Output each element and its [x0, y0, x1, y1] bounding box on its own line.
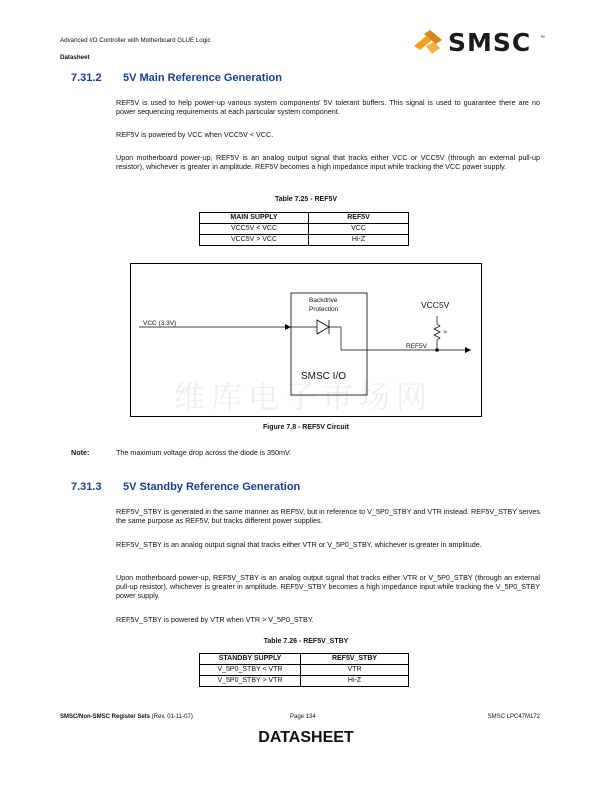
figure-caption: Figure 7.8 - REF5V Circuit	[263, 424, 349, 431]
section-heading-7-31-2	[71, 72, 551, 86]
table-cell: VCC5V > VCC	[200, 235, 309, 246]
paragraph: REF5V is used to help power-up various system components' 5V tolerant buffers. This signal is used to guarantee there are no power sequencing requirements at each particular system component.	[116, 98, 540, 116]
paragraph: REF5V is powered by VCC when VCC5V < VCC.	[116, 130, 274, 139]
table-header-cell: MAIN SUPPLY	[200, 213, 309, 224]
footer-register-sets: SMSC/Non-SMSC Register Sets	[60, 714, 151, 720]
table-cell: VCC5V < VCC	[200, 224, 309, 235]
vcc-input-label: VCC (3.3V)	[143, 320, 177, 327]
table-row	[200, 665, 409, 676]
table-header-row	[200, 213, 409, 224]
table-caption: Table 7.26 - REF5V_STBY	[263, 638, 349, 645]
document-type: Datasheet	[60, 54, 90, 61]
section-number: 7.31.3	[71, 481, 102, 493]
note-text: The maximum voltage drop across the diode is 350mV.	[116, 448, 292, 457]
table-row	[200, 224, 409, 235]
section-heading-7-31-3	[71, 481, 551, 495]
smsc-logo-text: SMSC	[448, 28, 532, 57]
ref5v-circuit-diagram	[130, 263, 482, 417]
footer-section-name	[60, 714, 193, 720]
table-cell: Hi-Z	[309, 235, 409, 246]
section-title: 5V Main Reference Generation	[123, 72, 282, 84]
table-cell: V_5P0_STBY < VTR	[200, 665, 301, 676]
paragraph: Upon motherboard power-up, REF5V is an analog output signal that tracks either VCC or VCC5V (through an external pull-up resistor), whichever is greater in amplitude. REF5V becomes a high impedance input while tracking the VCC power supply.	[116, 153, 540, 171]
protection-label: Protection	[309, 306, 339, 313]
section-title: 5V Standby Reference Generation	[123, 481, 301, 493]
ref5v-table	[199, 212, 409, 246]
backdrive-label: Backdrive	[309, 297, 338, 304]
trademark-mark: ™	[540, 35, 545, 41]
table-cell: VCC	[309, 224, 409, 235]
table-header-cell: REF5V	[309, 213, 409, 224]
table-caption: Table 7.25 - REF5V	[274, 196, 338, 203]
page-number: Page 134	[290, 714, 316, 720]
smsc-logo	[412, 30, 552, 62]
resistor-value-label: 1k	[443, 329, 448, 334]
table-header-cell: REF5V_STBY	[301, 654, 409, 665]
part-number: SMSC LPC47M172	[487, 714, 540, 720]
note-label: Note:	[71, 448, 90, 457]
table-cell: V_5P0_STBY > VTR	[200, 676, 301, 687]
table-cell: VTR	[301, 665, 409, 676]
table-cell: Hi-Z	[301, 676, 409, 687]
paragraph: REF5V_STBY is powered by VTR when VTR > V_5P0_STBY.	[116, 615, 314, 624]
paragraph: REF5V_STBY is generated in the same manner as REF5V, but in reference to V_5P0_STBY and VTR instead. REF5V_STBY serves the same purpose as REF5V, but tracks different power supplies.	[116, 507, 540, 525]
table-row	[200, 676, 409, 687]
table-header-row	[200, 654, 409, 665]
document-title: Advanced I/O Controller with Motherboard GLUE Logic	[60, 37, 211, 44]
paragraph: Upon motherboard power-up, REF5V_STBY is an analog output signal that tracks either VTR or V_5P0_STBY (through an external pull-up resistor), whichever is greater in amplitude. REF5V_STBY becomes a high impedance input while tracking the V_5P0_STBY power supply.	[116, 573, 540, 600]
watermark: 维库电子市场网	[174, 380, 433, 416]
paragraph: REF5V_STBY is an analog output signal that tracks either VTR or V_5P0_STBY, whichever is greater in amplitude.	[116, 540, 482, 549]
footer-revision: (Rev. 01-11-07)	[151, 714, 193, 720]
datasheet-banner: DATASHEET	[258, 729, 354, 746]
table-row	[200, 235, 409, 246]
ref5v-stby-table	[199, 653, 409, 687]
vcc5v-label: VCC5V	[421, 300, 450, 310]
table-header-cell: STANDBY SUPPLY	[200, 654, 301, 665]
chip-label: SMSC I/O	[301, 371, 347, 382]
ref5v-output-label: REF5V	[406, 343, 427, 350]
section-number: 7.31.2	[71, 72, 102, 84]
smsc-logo-icon	[412, 30, 444, 56]
